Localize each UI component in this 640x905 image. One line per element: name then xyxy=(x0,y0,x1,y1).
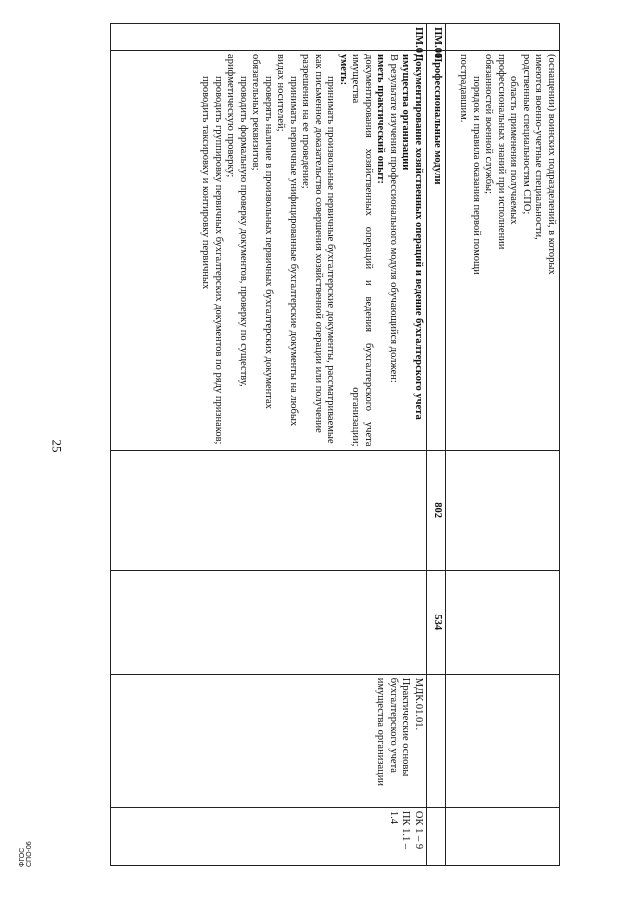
content-line: имеются военно-учетные специальности, xyxy=(533,54,545,240)
course-name: Практические основы бухгалтерского учета имущества организации xyxy=(375,677,412,786)
course-code: МДК.01.01. xyxy=(413,677,424,731)
course-cell xyxy=(427,674,446,807)
skill-item: проводить группировку первичных бухгалтерских документов по ряду признаков; xyxy=(213,76,224,445)
content-cell xyxy=(111,51,427,450)
course-cell xyxy=(111,674,427,807)
obligatory-cell xyxy=(446,570,560,674)
skills-label: уметь: xyxy=(338,54,349,86)
max-load-cell xyxy=(111,450,427,570)
rotated-table-wrapper xyxy=(110,23,560,866)
skill-item: проводить формальную проверку документов, проверку по существу, арифметическую проверку; xyxy=(225,54,249,387)
code-cell: ПМ.01 xyxy=(111,24,427,51)
competency-cell xyxy=(446,807,560,865)
content-line: профессиональных знаний при исполнении xyxy=(496,54,507,250)
table-row xyxy=(427,24,446,866)
content-cell: Профессиональные модули xyxy=(427,51,446,450)
competency-cell xyxy=(427,807,446,865)
content-line: (оснащении) воинских подразделений, в которых xyxy=(546,54,557,275)
skill-item: проводить таксировку и контировку первичных xyxy=(200,76,212,290)
content-line: родственные специальностям СПО; xyxy=(521,54,532,215)
max-load-cell xyxy=(446,450,560,570)
skill-item: принимать произвольные первичные бухгалтерские документы, рассматриваемые как письменное доказательство совершения хозяйственной операции или получение разрешения на ее проведение; xyxy=(300,54,337,444)
competency-cell xyxy=(111,807,427,865)
skill-item: проверять наличие в произвольных первичных бухгалтерских документах обязательных реквизитов; xyxy=(250,54,274,409)
module-title: Документирование хозяйственных операций и ведение бухгалтерского учета имущества организации xyxy=(400,54,424,420)
general-competencies: ОК 1 – 9 xyxy=(413,810,424,850)
page-number: 25 xyxy=(49,439,65,453)
module-intro: В результате изучения профессионального модуля обучающийся должен: xyxy=(388,54,399,383)
content-cell xyxy=(446,51,560,450)
curriculum-table xyxy=(110,23,560,866)
max-load-cell: 802 xyxy=(427,450,446,570)
content-line: пострадавшим. xyxy=(458,54,470,123)
professional-competencies: ПК 1.1 – 1.4 xyxy=(388,810,412,850)
obligatory-cell: 534 xyxy=(427,570,446,674)
code-cell xyxy=(446,24,560,51)
obligatory-cell xyxy=(111,570,427,674)
practice-text: документирования хозяйственных операций и ведения бухгалтерского учета имущества организации; xyxy=(350,54,374,447)
table-row xyxy=(111,24,427,866)
code-cell: ПМ.00 xyxy=(427,24,446,51)
content-line: область применения получаемых xyxy=(508,76,520,225)
content-line: обязанностей военной службы; xyxy=(483,54,495,195)
practice-label: иметь практический опыт: xyxy=(375,54,387,184)
content-line: порядок и правила оказания первой помощи xyxy=(471,76,482,275)
table-row xyxy=(446,24,560,866)
document-footer: ФГОС СПО-06 xyxy=(19,841,33,867)
skill-item: принимать первичные унифицированные бухгалтерские документы на любых видах носителей; xyxy=(275,54,299,427)
course-cell xyxy=(446,674,560,807)
